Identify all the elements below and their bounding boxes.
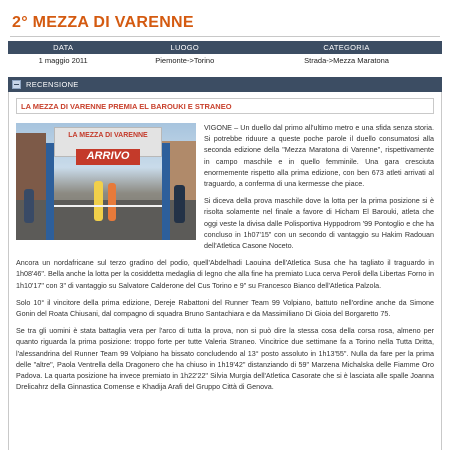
article-paragraph: Ancora un nordafricane sul terzo gradino del podio, quell'Abdelhadi Laouina dell'Atletica Susa che ha tagliato il traguardo in 1h08'46". Bella anche la lotta per la cosiddetta medaglia di legno che alla fine ha premiato Luca cerva Peroli della Libertas Forno in 1h10'17" con 3" di vantaggio su Salvatore Calderone del Cus Torino e 9" su Francesco Bianco dell'Atletica Palzola. xyxy=(16,258,434,290)
photo-runner-second xyxy=(108,183,116,221)
meta-value-date: 1 maggio 2011 xyxy=(38,56,88,65)
article-paragraph: Si diceva della prova maschile dove la lotta per la prima posizione si è risolta solamente nel finale a favore di Hicham El Barouki, atleta che oggi veste la divisa dalle Polisportiva Hyppodrom '99 Pontoglio e che ha concluso in 1h07'15" con un secondo di vantaggio su Hakim Radouan dell'Atletica Casone Noceto. xyxy=(204,196,434,251)
photo-spectator-right xyxy=(174,185,185,223)
finish-line-photo xyxy=(16,123,196,240)
photo-arch-post-left xyxy=(46,143,54,240)
meta-value-row xyxy=(8,54,442,67)
photo-spectator-left xyxy=(24,189,34,223)
article-paragraph: VIGONE – Un duello dal primo all'ultimo metro e una sfida senza storia. Si potrebbe riduure a queste poche parole il duello consumatosi alla seconda edizione della "Mezza Maratona di Varenne", rispettivamente in campo maschile e in quello femminile. Una gara cresciuta enormemente rispetto alla prima edizione, con ben 673 atleti arrivati al traguardo, a conferma di una kermesse che piace. xyxy=(204,123,434,189)
meta-value-location: Piemonte->Torino xyxy=(155,56,215,65)
article-paragraph: Se tra gli uomini è stata battaglia vera per l'arco di tutta la prova, non si può dire la stessa cosa della corsa rosa, almeno per quanto riguarda la prima posizione: troppo forte per tutte Valeria Straneo. Vincitrice due settimane fa a Torino nella Tutta Dritta, l'alessandrina del Runner Team 99 Volpiano ha bissato concludendo al 13° posto assoluto in 1h13'55". Nulla da fare per la prima delle "altre", Paola Ventrella della Dragonero che ha chiuso in 1h19'42" distanziando di 59" Marzena Michalska delle Fiamme Oro Padova. La quarta posizione ha invece premiato in 1h22'22" Silvia Murgia dell'Atletica Casorate che si è lasciata alle spalle Joanna Drelicahrz della Ginnastica Comense e Khadija Arafi del Gruppo Città di Genova. xyxy=(16,326,434,392)
photo-arrivo-text: ARRIVO xyxy=(86,150,130,162)
event-meta-table xyxy=(8,41,442,67)
meta-header-luogo: LUOGO xyxy=(118,41,251,54)
meta-header-data: DATA xyxy=(8,41,118,54)
article-headline: LA MEZZA DI VARENNE PREMIA EL BAROUKI E STRANEO xyxy=(21,101,232,111)
photo-arch-post-right xyxy=(162,143,170,240)
meta-header-categoria: CATEGORIA xyxy=(251,41,442,54)
meta-value-category: Strada->Mezza Maratona xyxy=(304,56,389,65)
review-panel xyxy=(8,92,442,450)
article-body xyxy=(16,122,434,398)
photo-finish-tape xyxy=(54,205,162,207)
meta-header-row xyxy=(8,41,442,54)
photo-runner-winner xyxy=(94,181,103,221)
review-section-header[interactable] xyxy=(8,77,442,92)
article-paragraph: Solo 10° il vincitore della prima edizione, Dereje Rabattoni del Runner Team 99 Volpiano, battuto nell'ordine anche da Simone Gonin del Roata Chiusani, dal compagno di squadra Bruno Santachiara e da Massimiliano Di Gioia del Borgaretto 75. xyxy=(16,297,434,319)
title-divider xyxy=(10,36,440,37)
page-title: 2° MEZZA DI VARENNE xyxy=(12,14,194,31)
section-label: RECENSIONE xyxy=(26,80,79,89)
headline-box xyxy=(16,98,434,114)
minus-toggle-icon[interactable] xyxy=(12,80,21,89)
photo-banner-text: LA MEZZA DI VARENNE xyxy=(68,132,148,139)
